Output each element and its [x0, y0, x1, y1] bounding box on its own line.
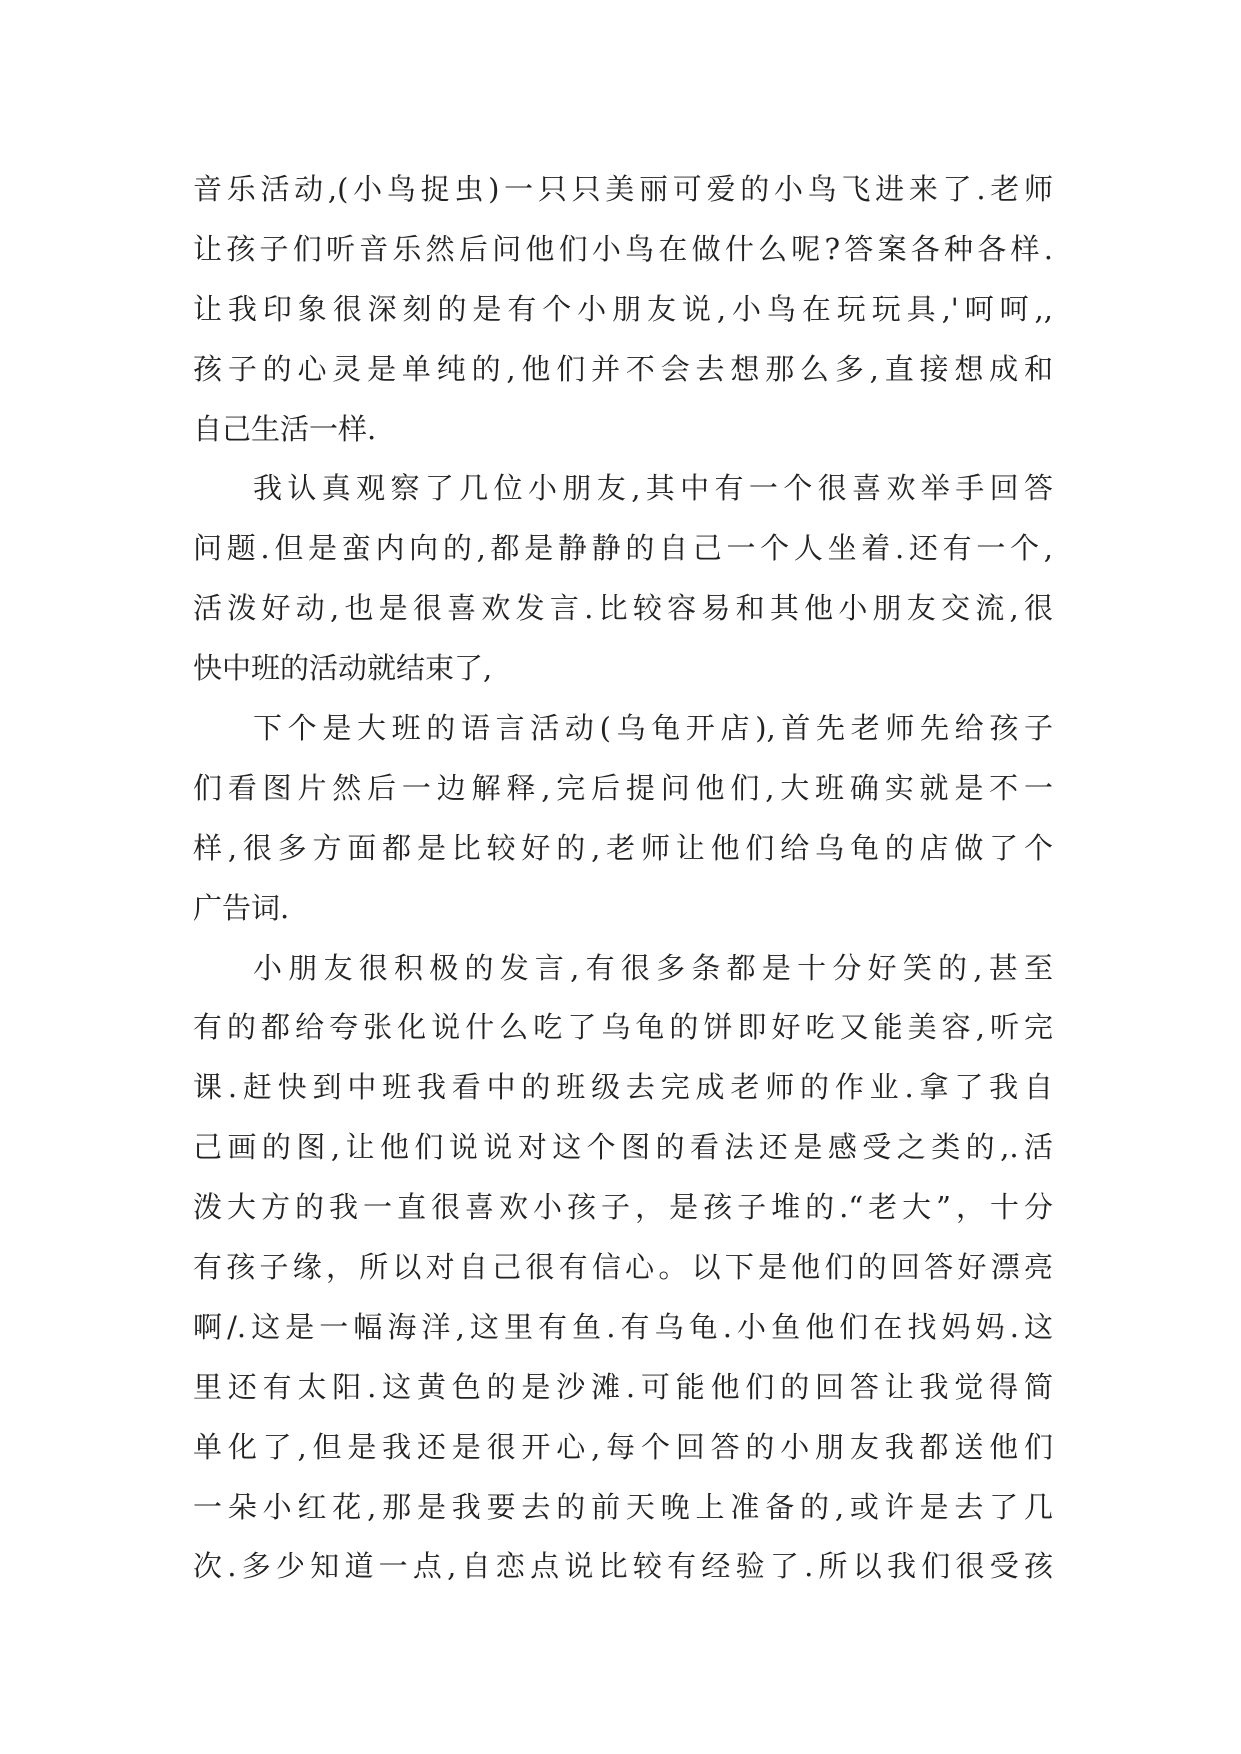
text-line: 问题.但是蛮内向的,都是静静的自己一个人坐着.还有一个,	[193, 531, 1053, 566]
text-line: 样,很多方面都是比较好的,老师让他们给乌龟的店做了个	[193, 830, 1053, 865]
text-line: 次.多少知道一点,自恋点说比较有经验了.所以我们很受孩	[193, 1549, 1053, 1584]
text-line: 有的都给夸张化说什么吃了乌龟的饼即好吃又能美容,听完	[193, 1010, 1053, 1045]
body-text	[193, 160, 1053, 1597]
text-line: 们看图片然后一边解释,完后提问他们,大班确实就是不一	[193, 770, 1053, 805]
text-line: 泼大方的我一直很喜欢小孩子，是孩子堆的.“老大”，十分	[193, 1190, 1053, 1225]
text-line: 孩子的心灵是单纯的,他们并不会去想那么多,直接想成和	[193, 351, 1053, 386]
text-line: 活泼好动,也是很喜欢发言.比较容易和其他小朋友交流,很	[193, 591, 1053, 626]
text-line: 课.赶快到中班我看中的班级去完成老师的作业.拿了我自	[193, 1070, 1053, 1105]
text-line: 让孩子们听音乐然后问他们小鸟在做什么呢?答案各种各样.	[193, 231, 1053, 266]
paragraph-first-line: 下个是大班的语言活动(乌龟开店),首先老师先给孩子	[253, 711, 1053, 746]
text-line: 音乐活动,(小鸟捉虫)一只只美丽可爱的小鸟飞进来了.老师	[193, 172, 1053, 206]
text-line: 让我印象很深刻的是有个小朋友说,小鸟在玩玩具,'呵呵,,	[193, 291, 1053, 326]
paragraph-end-line: 广告词.	[193, 890, 290, 925]
paragraph-end-line: 自己生活一样.	[193, 411, 377, 446]
text-line: 单化了,但是我还是很开心,每个回答的小朋友我都送他们	[193, 1429, 1053, 1464]
paragraph-first-line: 我认真观察了几位小朋友,其中有一个很喜欢举手回答	[253, 471, 1053, 506]
text-line: 有孩子缘，所以对自己很有信心。以下是他们的回答好漂亮	[193, 1250, 1053, 1285]
paragraph-end-line: 快中班的活动就结束了,	[193, 651, 493, 686]
text-line: 啊/.这是一幅海洋,这里有鱼.有乌龟.小鱼他们在找妈妈.这	[193, 1309, 1053, 1344]
text-line: 一朵小红花,那是我要去的前天晚上准备的,或许是去了几	[193, 1489, 1053, 1524]
text-line: 里还有太阳.这黄色的是沙滩.可能他们的回答让我觉得简	[193, 1369, 1053, 1404]
text-line: 己画的图,让他们说说对这个图的看法还是感受之类的,.活	[193, 1130, 1053, 1165]
paragraph-first-line: 小朋友很积极的发言,有很多条都是十分好笑的,甚至	[253, 950, 1053, 985]
